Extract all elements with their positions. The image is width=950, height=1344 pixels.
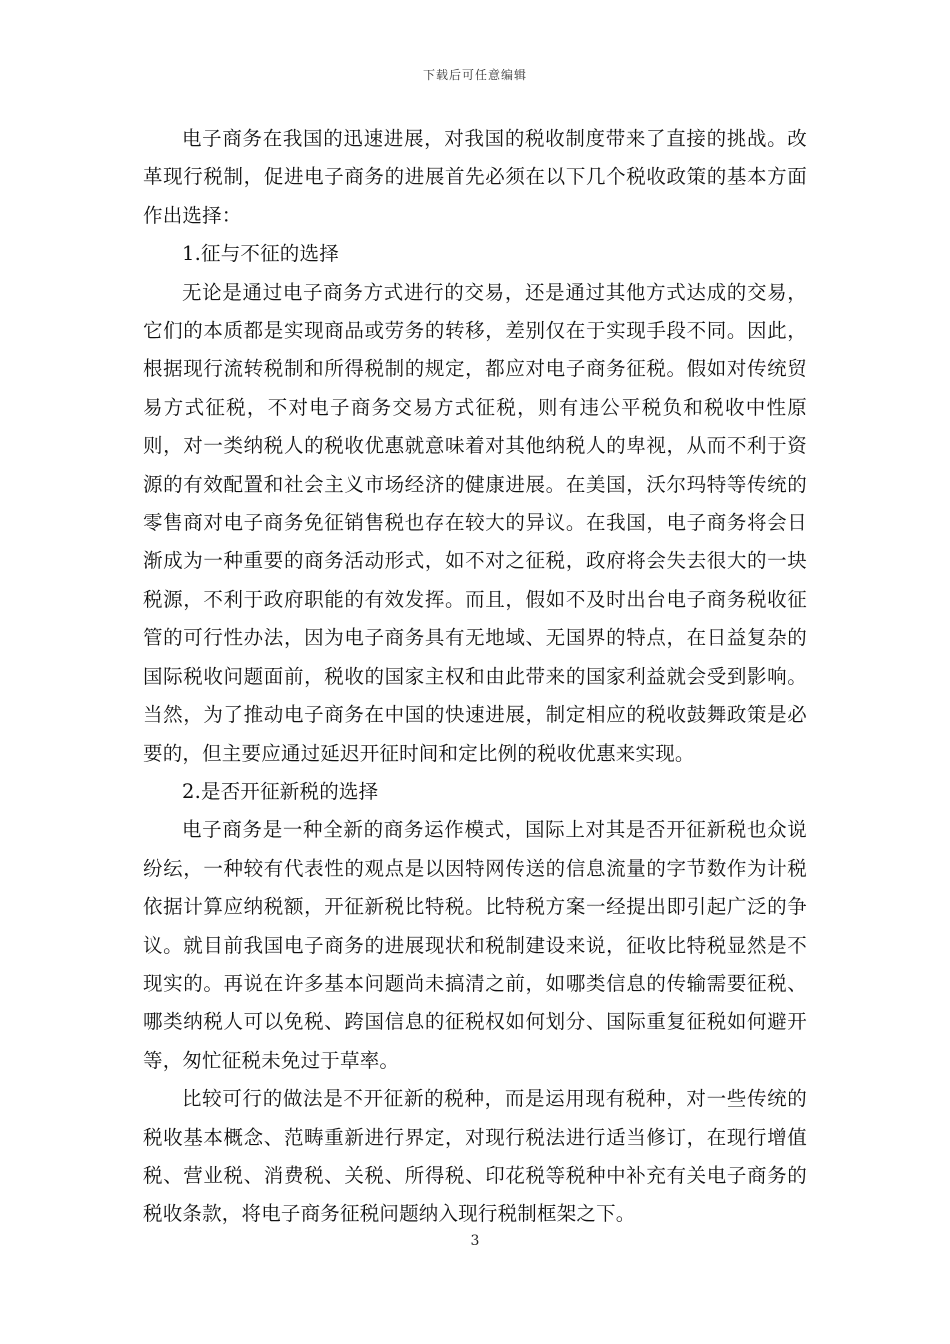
page-header: 下载后可任意编辑 <box>422 68 527 82</box>
page-number: 3 <box>470 1233 480 1249</box>
document-body <box>143 120 807 1234</box>
paragraph-section-2-continued: 比较可行的做法是不开征新的税种，而是运用现有税种，对一些传统的税收基本概念、范畴重新进行界定，对现行税法进行适当修订，在现行增值税、营业税、消费税、关税、所得税、印花税等税种中补充有关电子商务的税收条款，将电子商务征税问题纳入现行税制框架之下。 <box>143 1087 807 1226</box>
section-heading-2: 2.是否开征新税的选择 <box>182 779 379 803</box>
section-heading-1: 1.征与不征的选择 <box>182 242 339 266</box>
paragraph-section-2: 电子商务是一种全新的商务运作模式，国际上对其是否开征新税也众说纷纭，一种较有代表性的观点是以因特网传送的信息流量的字节数作为计税依据计算应纳税额，开征新税比特税。比特税方案一经提出即引起广泛的争议。就目前我国电子商务的进展现状和税制建设来说，征收比特税显然是不现实的。再说在许多基本问题尚未搞清之前，如哪类信息的传输需要征税、哪类纳税人可以免税、跨国信息的征税权如何划分、国际重复征税如何避开等，匆忙征税未免过于草率。 <box>143 818 807 1072</box>
paragraph-section-1: 无论是通过电子商务方式进行的交易，还是通过其他方式达成的交易，它们的本质都是实现商品或劳务的转移，差别仅在于实现手段不同。因此，根据现行流转税制和所得税制的规定，都应对电子商务征税。假如对传统贸易方式征税，不对电子商务交易方式征税，则有违公平税负和税收中性原则，对一类纳税人的税收优惠就意味着对其他纳税人的卑视，从而不利于资源的有效配置和社会主义市场经济的健康进展。在美国，沃尔玛特等传统的零售商对电子商务免征销售税也存在较大的异议。在我国，电子商务将会日渐成为一种重要的商务活动形式，如不对之征税，政府将会失去很大的一块税源，不利于政府职能的有效发挥。而且，假如不及时出台电子商务税收征管的可行性办法，因为电子商务具有无地域、无国界的特点，在日益复杂的国际税收问题面前，税收的国家主权和由此带来的国家利益就会受到影响。当然，为了推动电子商务在中国的快速进展，制定相应的税收鼓舞政策是必要的，但主要应通过延迟开征时间和定比例的税收优惠来实现。 <box>143 280 807 765</box>
paragraph-intro: 电子商务在我国的迅速进展，对我国的税收制度带来了直接的挑战。改革现行税制，促进电子商务的进展首先必须在以下几个税收政策的基本方面作出选择： <box>143 127 807 227</box>
